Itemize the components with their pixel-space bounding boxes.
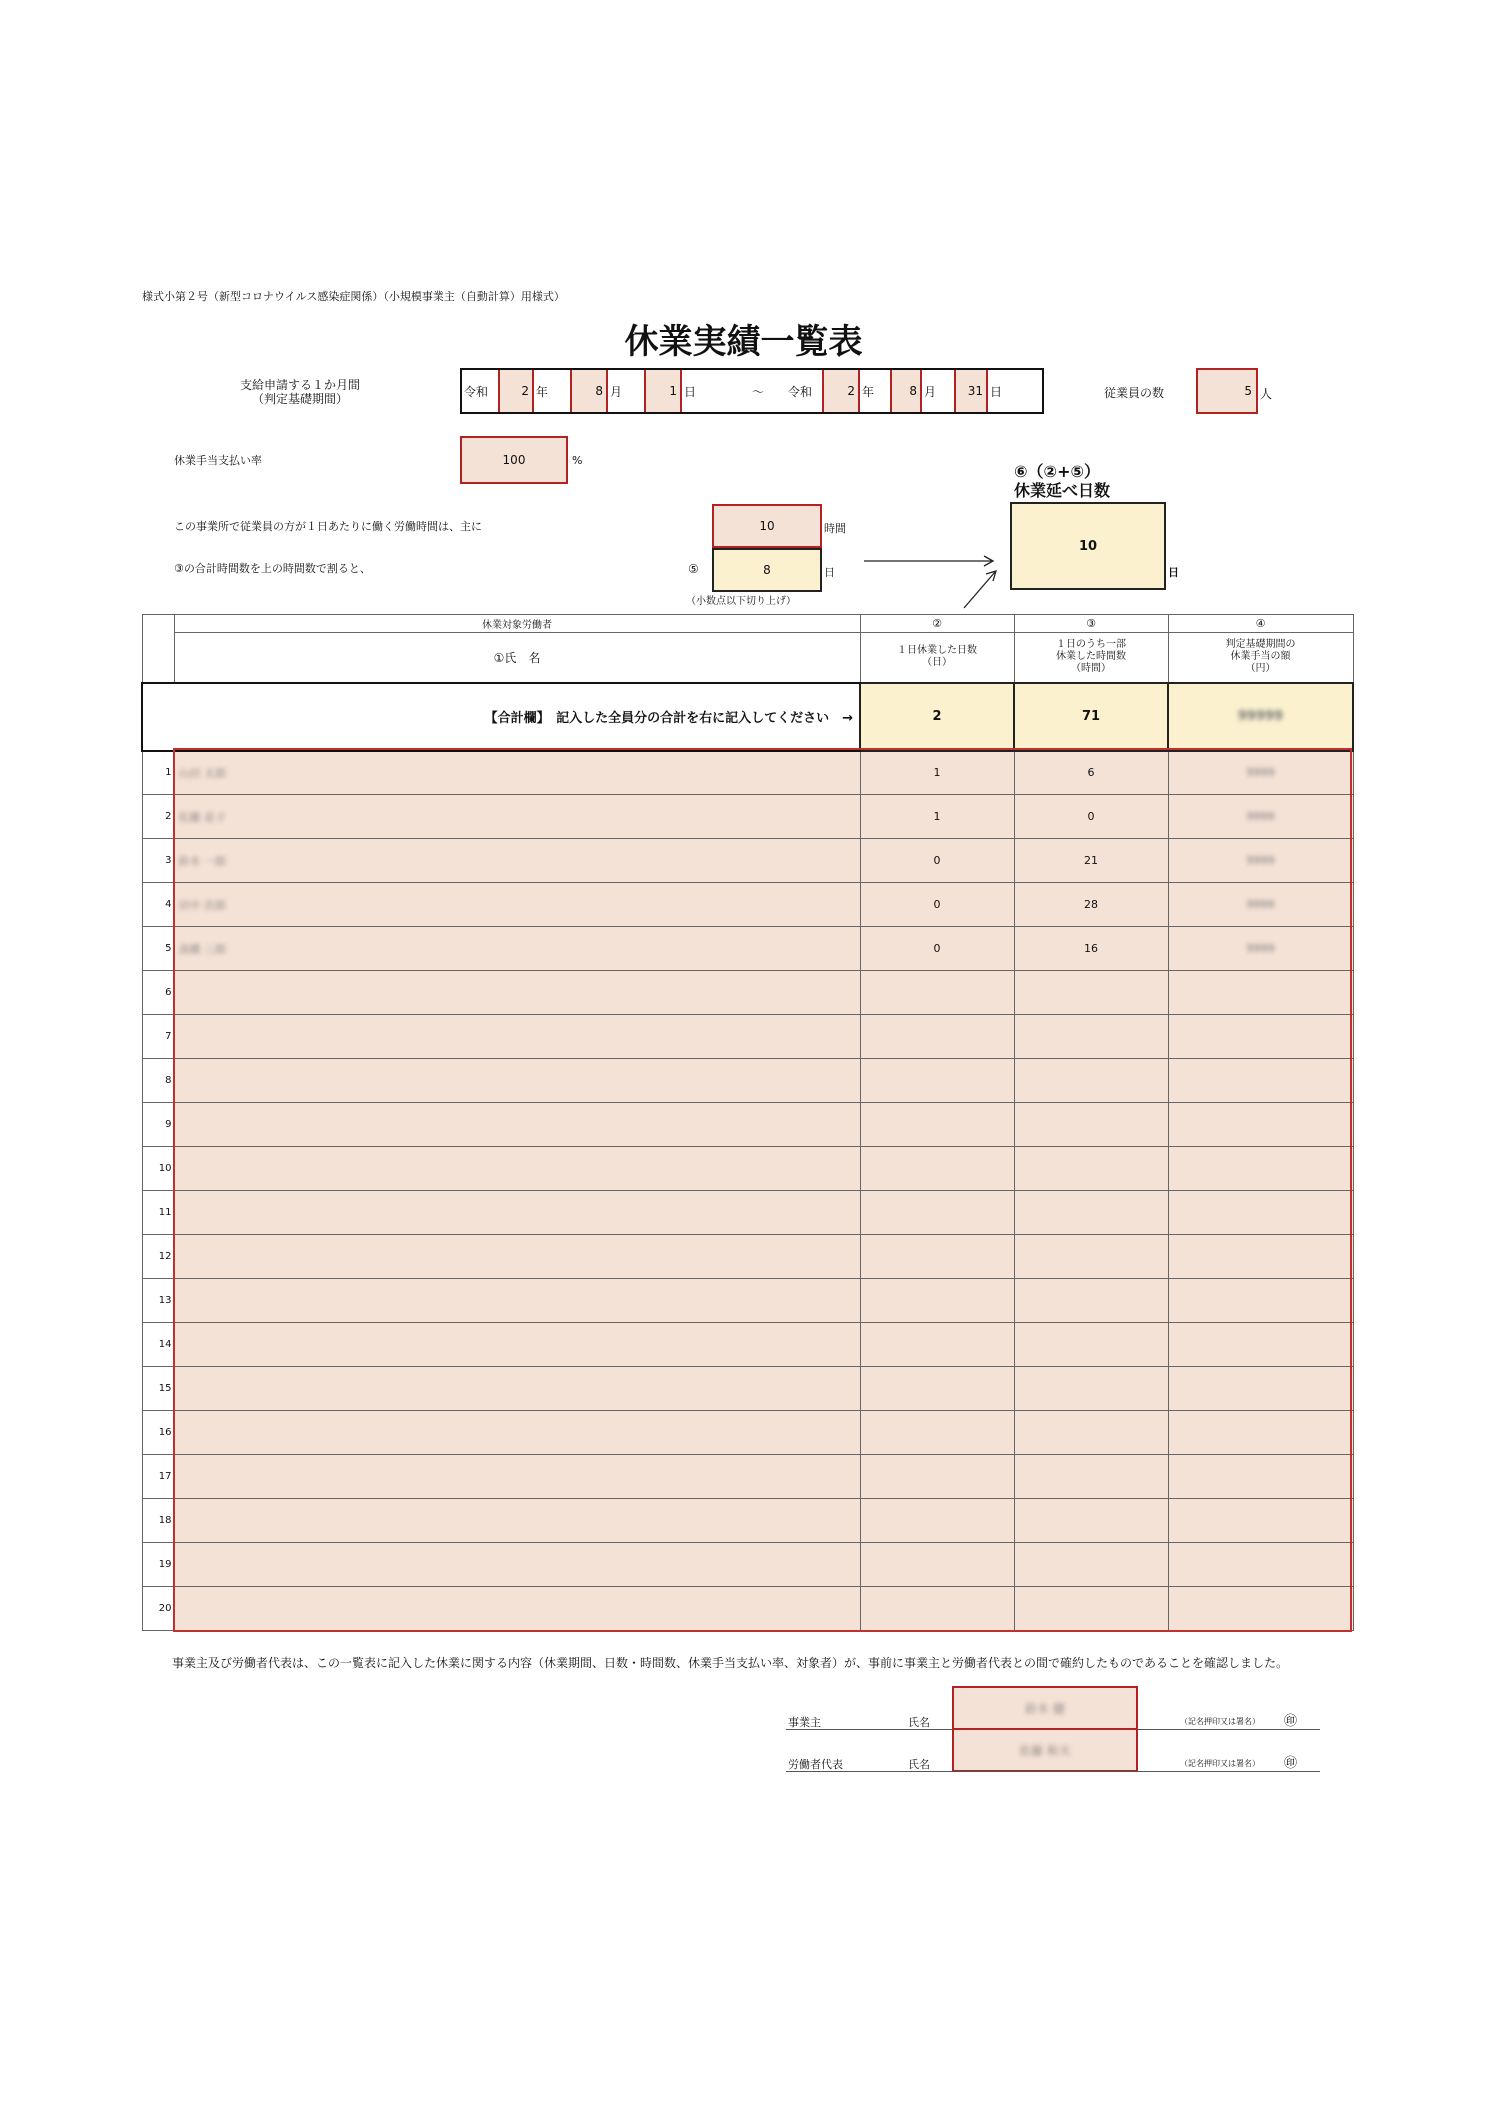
days-cell[interactable]: [860, 927, 1014, 971]
table-row: [142, 1279, 1353, 1323]
period-row: [460, 368, 1044, 414]
start-year-field[interactable]: 2: [498, 370, 534, 412]
day-unit: 日: [990, 384, 1003, 399]
amount-cell[interactable]: [1168, 971, 1353, 1015]
days-cell-value: 1: [933, 766, 941, 780]
hours-cell[interactable]: [1014, 1323, 1168, 1367]
row-number: [142, 1323, 174, 1367]
row-number-value: 16: [158, 1427, 172, 1438]
start-month-field[interactable]: 8: [570, 370, 608, 412]
table-row: [142, 1015, 1353, 1059]
name-cell[interactable]: [174, 883, 860, 927]
total-label: 【合計欄】 記入した全員分の合計を右に記入してください →: [142, 683, 860, 751]
amount-cell[interactable]: [1168, 839, 1353, 883]
name-cell-value: 鈴木 一郎: [178, 854, 226, 868]
hours-cell[interactable]: [1014, 839, 1168, 883]
row-number-value: 7: [165, 1031, 172, 1042]
name-cell[interactable]: [174, 1235, 860, 1279]
row-number-value: 6: [165, 987, 172, 998]
days-cell[interactable]: [860, 1147, 1014, 1191]
employer-seal-icon: ㊞: [1284, 1714, 1298, 1729]
amount-cell[interactable]: [1168, 1587, 1353, 1631]
amount-cell-value: 9999: [1246, 854, 1275, 867]
row-number: [142, 883, 174, 927]
employer-name-value: 鈴木 健: [1025, 1701, 1065, 1716]
hours-cell[interactable]: [1014, 1587, 1168, 1631]
days-cell[interactable]: [860, 751, 1014, 795]
hours-cell-value: 0: [1087, 810, 1095, 823]
amount-cell[interactable]: [1168, 1499, 1353, 1543]
col3-title-a: １日のうち一部: [1056, 639, 1126, 651]
name-cell[interactable]: [174, 1015, 860, 1059]
amount-cell[interactable]: [1168, 1279, 1353, 1323]
days-cell[interactable]: [860, 1059, 1014, 1103]
amount-cell-value: 9999: [1246, 898, 1275, 911]
row-number: [142, 839, 174, 883]
col4-title-a: 判定基礎期間の: [1225, 639, 1296, 651]
col2-number: ②: [860, 615, 1014, 633]
total-days-unit: 日: [1168, 566, 1179, 579]
table-row: [142, 1411, 1353, 1455]
name-cell[interactable]: [174, 1147, 860, 1191]
total-row: [142, 683, 1353, 751]
hours-label: この事業所で従業員の方が１日あたりに働く労働時間は、主に: [174, 520, 482, 533]
start-day-field[interactable]: 1: [644, 370, 682, 412]
row-number-value: 9: [165, 1119, 172, 1130]
col2-header: [860, 633, 1014, 683]
row-number: [142, 927, 174, 971]
table-row: [142, 751, 1353, 795]
end-year-field[interactable]: 2: [822, 370, 860, 412]
employees-label: 従業員の数: [1104, 386, 1165, 400]
name-cell[interactable]: [174, 971, 860, 1015]
days-cell[interactable]: [860, 1411, 1014, 1455]
table-row: [142, 1543, 1353, 1587]
hours-cell[interactable]: [1014, 795, 1168, 839]
worker-label: 労働者代表: [788, 1758, 843, 1771]
hours-cell[interactable]: [1014, 1191, 1168, 1235]
row-number: [142, 1411, 174, 1455]
amount-cell[interactable]: [1168, 1147, 1353, 1191]
row-number-value: 10: [158, 1163, 172, 1174]
days-cell[interactable]: [860, 1367, 1014, 1411]
hours-cell[interactable]: [1014, 1059, 1168, 1103]
amount-cell[interactable]: [1168, 883, 1353, 927]
days-cell-value: 1: [933, 810, 941, 823]
row-number-value: 18: [158, 1515, 172, 1526]
col4-title-b: 休業手当の額: [1230, 651, 1291, 663]
amount-cell[interactable]: [1168, 795, 1353, 839]
name-cell[interactable]: [174, 1191, 860, 1235]
total-days-title: 休業延べ日数: [1014, 481, 1111, 500]
row-number: [142, 1103, 174, 1147]
name-cell[interactable]: [174, 1455, 860, 1499]
end-month-field[interactable]: 8: [890, 370, 922, 412]
period-label-main: 支給申請する１か月間: [239, 378, 360, 392]
amount-cell-value: 9999: [1246, 766, 1275, 780]
row-number-value: 19: [158, 1559, 172, 1570]
period-label-sub: （判定基礎期間）: [251, 392, 348, 406]
hours-cell[interactable]: [1014, 1499, 1168, 1543]
days-cell[interactable]: [860, 1499, 1014, 1543]
results-table: [141, 614, 1354, 1631]
col2-unit: （日）: [922, 657, 952, 669]
row-number-value: 20: [158, 1603, 172, 1614]
name-cell-value: 高橋 三郎: [178, 942, 226, 956]
end-day-field[interactable]: 31: [954, 370, 988, 412]
page-title: 休業実績一覧表: [624, 322, 863, 362]
hours-cell[interactable]: [1014, 883, 1168, 927]
name-cell[interactable]: [174, 1103, 860, 1147]
hours-field[interactable]: 10: [712, 504, 822, 548]
name-cell[interactable]: [174, 1323, 860, 1367]
era-label-start: 令和: [464, 384, 489, 399]
amount-cell[interactable]: [1168, 1015, 1353, 1059]
total-amount-value: 99999: [1237, 709, 1284, 724]
amount-cell[interactable]: [1168, 1235, 1353, 1279]
col3-header: [1014, 633, 1168, 683]
amount-cell[interactable]: [1168, 1367, 1353, 1411]
total-days-heading: [1014, 462, 1110, 500]
row-number-value: 11: [158, 1207, 172, 1218]
row-number-value: 1: [165, 767, 172, 779]
total-hours-cell: 71: [1014, 683, 1168, 751]
col4-unit: （円）: [1245, 663, 1276, 675]
days-cell[interactable]: [860, 1279, 1014, 1323]
days-cell-value: 0: [933, 854, 941, 867]
day-unit: 日: [684, 384, 697, 399]
total-amount-cell: [1168, 683, 1353, 751]
name-cell[interactable]: [174, 927, 860, 971]
col3-title-b: 休業した時間数: [1056, 651, 1126, 663]
col4-header: [1168, 633, 1353, 683]
amount-cell[interactable]: [1168, 927, 1353, 971]
days-cell-value: 0: [933, 898, 941, 911]
year-unit: 年: [862, 384, 875, 399]
amount-cell[interactable]: [1168, 751, 1353, 795]
days-calc-field: 8: [712, 548, 822, 592]
table-row: [142, 839, 1353, 883]
days-cell[interactable]: [860, 1103, 1014, 1147]
name-cell[interactable]: [174, 751, 860, 795]
col3-number: ③: [1014, 615, 1168, 633]
days-calc-label: ③の合計時間数を上の時間数で割ると、: [174, 562, 371, 575]
row-number-value: 12: [158, 1251, 172, 1262]
month-unit: 月: [924, 384, 937, 399]
worker-name-field[interactable]: [952, 1728, 1138, 1772]
hours-cell[interactable]: [1014, 971, 1168, 1015]
table-row: [142, 927, 1353, 971]
table-row: [142, 1367, 1353, 1411]
form-code: 様式小第２号（新型コロナウイルス感染症関係）（小規模事業主（自動計算）用様式）: [142, 290, 565, 303]
col4-number: ④: [1168, 615, 1353, 633]
era-label-end: 令和: [788, 384, 813, 399]
row-number-value: 14: [158, 1339, 172, 1350]
name-cell[interactable]: [174, 1411, 860, 1455]
year-unit: 年: [536, 384, 549, 399]
amount-cell[interactable]: [1168, 1191, 1353, 1235]
period-tilde: ～: [752, 384, 765, 399]
employees-field[interactable]: 5: [1196, 368, 1258, 414]
hours-cell[interactable]: [1014, 1235, 1168, 1279]
worker-sign-note: （記名押印又は署名）: [1180, 1759, 1260, 1768]
table-row: [142, 795, 1353, 839]
days-cell[interactable]: [860, 883, 1014, 927]
table-row: [142, 1147, 1353, 1191]
row-number: [142, 1279, 174, 1323]
row-number: [142, 1147, 174, 1191]
row-number: [142, 1367, 174, 1411]
amount-cell[interactable]: [1168, 1543, 1353, 1587]
row-number: [142, 1191, 174, 1235]
hours-cell-value: 28: [1084, 898, 1098, 911]
table-row: [142, 1191, 1353, 1235]
marker-5: ⑤: [688, 562, 699, 576]
table-row: [142, 1059, 1353, 1103]
table-row: [142, 1235, 1353, 1279]
worker-sign-line: [786, 1771, 1320, 1772]
hours-cell[interactable]: [1014, 1367, 1168, 1411]
days-cell-value: 0: [933, 942, 941, 955]
row-number-value: 17: [158, 1471, 172, 1482]
days-cell[interactable]: [860, 1543, 1014, 1587]
row-number-value: 2: [165, 811, 172, 822]
amount-cell-value: 9999: [1246, 942, 1275, 955]
name-cell[interactable]: [174, 1587, 860, 1631]
worker-seal-icon: ㊞: [1284, 1756, 1298, 1771]
table-row: [142, 1323, 1353, 1367]
row-number-value: 8: [165, 1075, 172, 1086]
allowance-field[interactable]: 100: [460, 436, 568, 484]
days-cell[interactable]: [860, 839, 1014, 883]
row-number-value: 5: [165, 943, 172, 954]
amount-cell[interactable]: [1168, 1323, 1353, 1367]
employer-sign-note: （記名押印又は署名）: [1180, 1717, 1260, 1726]
name-cell-value: 佐藤 花子: [178, 810, 226, 824]
row-number: [142, 1455, 174, 1499]
hours-cell[interactable]: [1014, 1455, 1168, 1499]
row-number-value: 15: [158, 1383, 172, 1394]
row-number: [142, 1587, 174, 1631]
name-cell-value: 田中 次郎: [178, 898, 226, 912]
table-header: [142, 633, 1353, 683]
total-days-cell: 2: [860, 683, 1014, 751]
row-number: [142, 1543, 174, 1587]
table-row: [142, 883, 1353, 927]
row-number: [142, 1059, 174, 1103]
row-number: [142, 751, 174, 795]
table-row: [142, 1103, 1353, 1147]
table-row: [142, 1499, 1353, 1543]
hours-cell[interactable]: [1014, 1411, 1168, 1455]
name-cell[interactable]: [174, 795, 860, 839]
worker-name-label: 氏名: [908, 1758, 930, 1771]
name-cell[interactable]: [174, 1279, 860, 1323]
days-cell[interactable]: [860, 795, 1014, 839]
hours-cell-value: 6: [1087, 766, 1095, 780]
name-cell[interactable]: [174, 1059, 860, 1103]
allowance-label: 休業手当支払い率: [174, 454, 262, 467]
row-number: [142, 795, 174, 839]
hours-cell[interactable]: [1014, 1147, 1168, 1191]
row-number-value: 3: [165, 855, 172, 866]
name-cell[interactable]: [174, 839, 860, 883]
col3-unit: （時間）: [1071, 663, 1111, 675]
amount-cell-value: 9999: [1246, 810, 1275, 823]
days-cell[interactable]: [860, 1015, 1014, 1059]
days-cell[interactable]: [860, 1587, 1014, 1631]
table-row: [142, 1455, 1353, 1499]
table-row: [142, 971, 1353, 1015]
total-days-field: 10: [1010, 502, 1166, 590]
name-cell-value: 山田 太郎: [178, 766, 226, 780]
days-cell[interactable]: [860, 1323, 1014, 1367]
days-cell[interactable]: [860, 1235, 1014, 1279]
amount-cell[interactable]: [1168, 1455, 1353, 1499]
row-number-value: 4: [165, 899, 172, 910]
table-header-top: [142, 615, 1353, 633]
employees-unit: 人: [1260, 387, 1273, 401]
name-cell[interactable]: [174, 1499, 860, 1543]
hours-cell-value: 16: [1084, 942, 1098, 955]
hours-cell-value: 21: [1084, 854, 1098, 867]
worker-name-value: 佐藤 和夫: [1019, 1743, 1071, 1758]
hours-unit: 時間: [824, 522, 846, 535]
days-calc-note: （小数点以下切り上げ）: [686, 596, 796, 607]
month-unit: 月: [610, 384, 623, 399]
hours-cell[interactable]: [1014, 1279, 1168, 1323]
days-cell[interactable]: [860, 971, 1014, 1015]
employer-label: 事業主: [788, 1716, 821, 1729]
hours-cell[interactable]: [1014, 927, 1168, 971]
row-number: [142, 1235, 174, 1279]
days-calc-unit: 日: [824, 566, 835, 579]
row-number-value: 13: [158, 1295, 172, 1306]
arrow-lines: [860, 548, 1010, 612]
employer-name-field[interactable]: [952, 1686, 1138, 1730]
period-label: [200, 378, 400, 406]
employer-name-label: 氏名: [908, 1716, 930, 1729]
confirmation-statement: 事業主及び労働者代表は、この一覧表に記入した休業に関する内容（休業期間、日数・時間数、休業手当支払い率、対象者）が、事前に事業主と労働者代表との間で確約したものであることを確認しました。: [172, 1656, 1289, 1670]
amount-cell[interactable]: [1168, 1103, 1353, 1147]
hours-cell[interactable]: [1014, 1015, 1168, 1059]
header-group: 休業対象労働者: [174, 615, 860, 633]
table-row: [142, 1587, 1353, 1631]
row-number: [142, 1015, 174, 1059]
hours-cell[interactable]: [1014, 751, 1168, 795]
name-cell[interactable]: [174, 1543, 860, 1587]
amount-cell[interactable]: [1168, 1411, 1353, 1455]
hours-cell[interactable]: [1014, 1103, 1168, 1147]
days-cell[interactable]: [860, 1455, 1014, 1499]
row-number: [142, 971, 174, 1015]
days-cell[interactable]: [860, 1191, 1014, 1235]
header-num-cell: [142, 615, 174, 683]
row-number: [142, 1499, 174, 1543]
name-cell[interactable]: [174, 1367, 860, 1411]
allowance-unit: %: [572, 454, 583, 467]
amount-cell[interactable]: [1168, 1059, 1353, 1103]
col2-title: １日休業した日数: [897, 645, 977, 657]
hours-cell[interactable]: [1014, 1543, 1168, 1587]
total-days-formula: ⑥（②+⑤）: [1014, 462, 1101, 481]
col1-header: ①氏 名: [174, 633, 860, 683]
table-body: [142, 751, 1353, 1631]
